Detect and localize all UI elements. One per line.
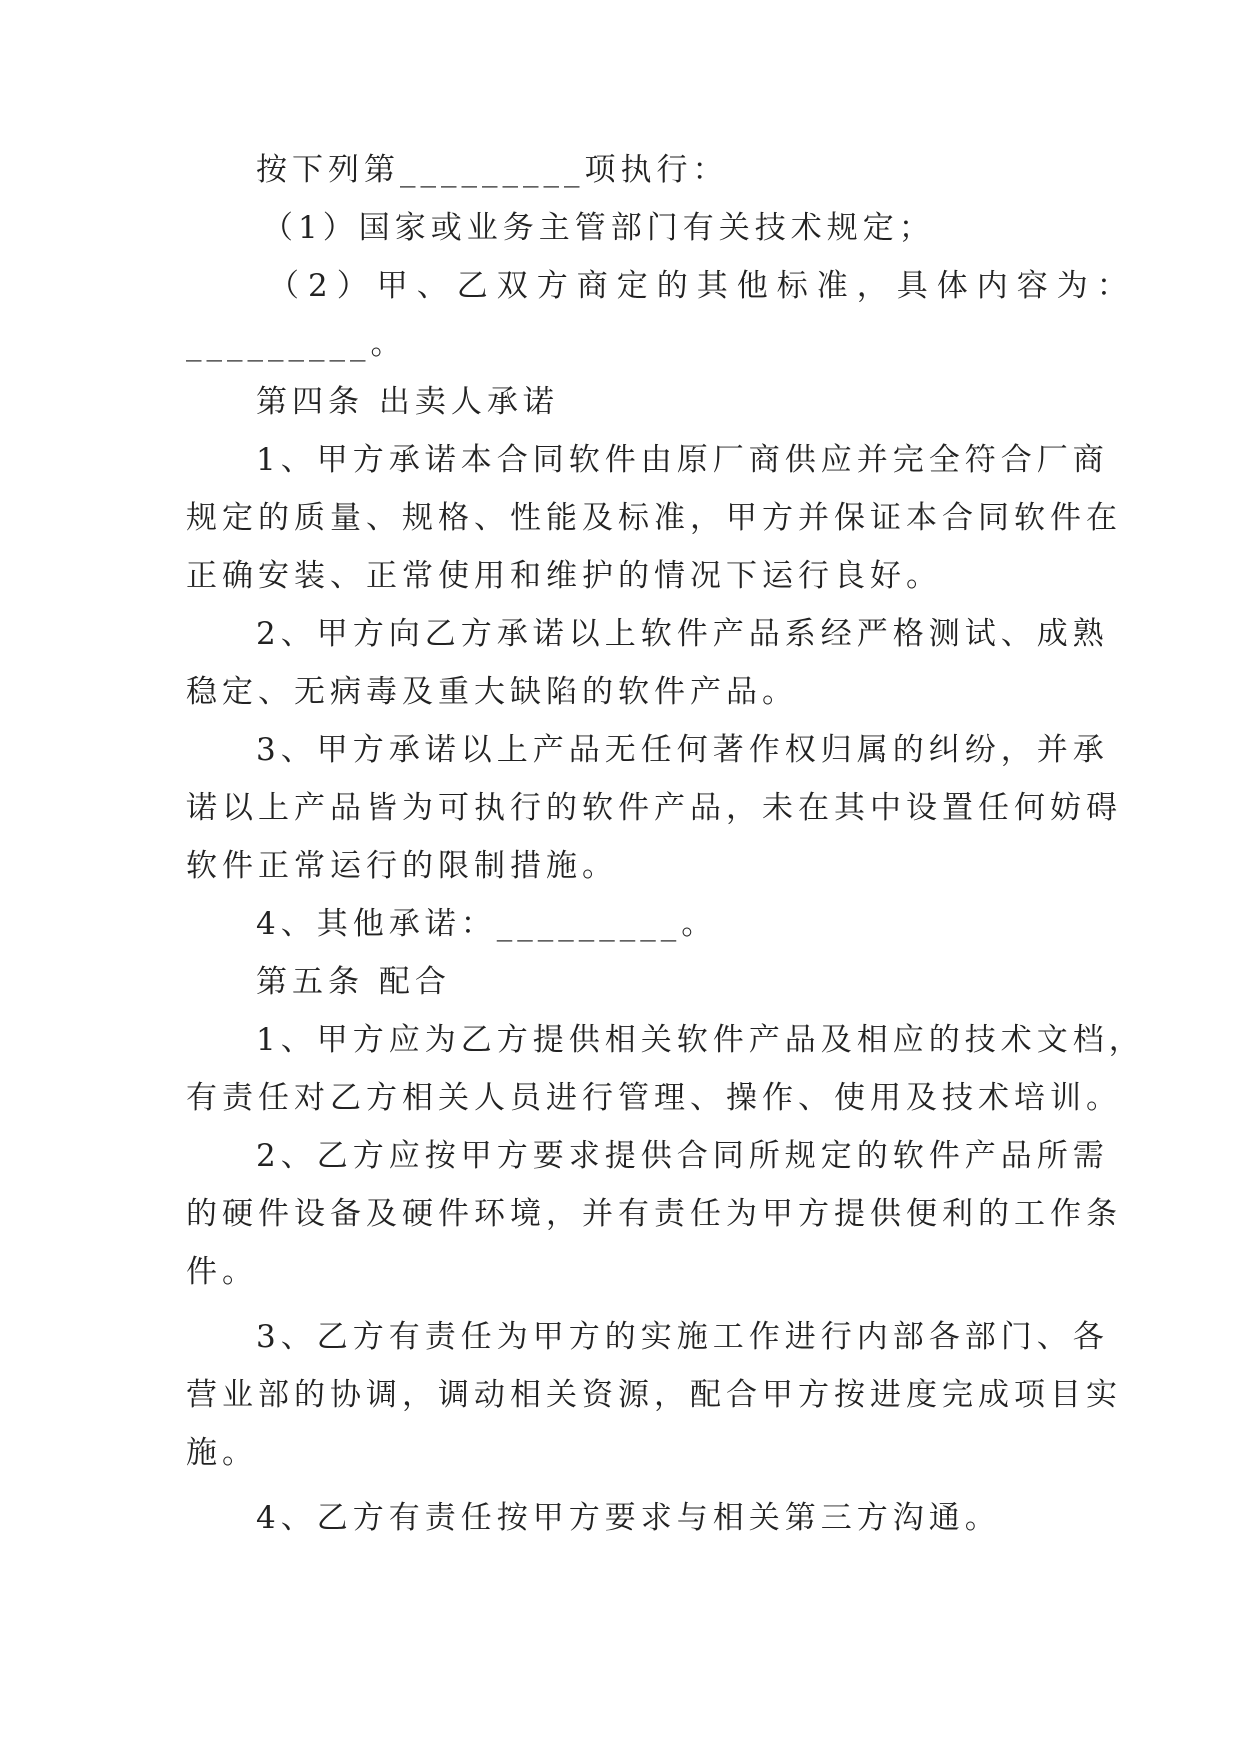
text-line: 规定的质量、规格、性能及标准，甲方并保证本合同软件在 bbox=[186, 500, 1122, 536]
text-line: 软件正常运行的限制措施。 bbox=[186, 848, 618, 884]
section-heading: 第四条 出卖人承诺 bbox=[256, 384, 559, 420]
text-line: 1、甲方承诺本合同软件由原厂商供应并完全符合厂商 bbox=[256, 442, 1109, 478]
text-line: 4、其他承诺：_________。 bbox=[256, 906, 718, 942]
text-line: 3、甲方承诺以上产品无任何著作权归属的纠纷，并承 bbox=[256, 732, 1109, 768]
text-line: 正确安装、正常使用和维护的情况下运行良好。 bbox=[186, 558, 942, 594]
text-line: 3、乙方有责任为甲方的实施工作进行内部各部门、各 bbox=[256, 1319, 1109, 1355]
text-line: 1、甲方应为乙方提供相关软件产品及相应的技术文档， bbox=[256, 1022, 1145, 1058]
text-line: 有责任对乙方相关人员进行管理、操作、使用及技术培训。 bbox=[186, 1080, 1122, 1116]
text-line: 诺以上产品皆为可执行的软件产品，未在其中设置任何妨碍 bbox=[186, 790, 1122, 826]
text-line: 营业部的协调，调动相关资源，配合甲方按进度完成项目实 bbox=[186, 1377, 1122, 1413]
text-line: 施。 bbox=[186, 1435, 258, 1471]
text-line: （2）甲、乙双方商定的其他标准，具体内容为： bbox=[268, 268, 1137, 304]
text-line: 按下列第_________项执行： bbox=[256, 152, 729, 188]
section-heading: 第五条 配合 bbox=[256, 964, 451, 1000]
text-line: 的硬件设备及硬件环境，并有责任为甲方提供便利的工作条 bbox=[186, 1196, 1122, 1232]
text-line: 2、乙方应按甲方要求提供合同所规定的软件产品所需 bbox=[256, 1138, 1109, 1174]
text-line: 2、甲方向乙方承诺以上软件产品系经严格测试、成熟 bbox=[256, 616, 1109, 652]
text-line: 稳定、无病毒及重大缺陷的软件产品。 bbox=[186, 674, 798, 710]
text-line: （1）国家或业务主管部门有关技术规定； bbox=[262, 210, 935, 246]
text-line: 4、乙方有责任按甲方要求与相关第三方沟通。 bbox=[256, 1500, 1001, 1536]
text-line: _________。 bbox=[186, 326, 407, 362]
text-line: 件。 bbox=[186, 1254, 258, 1290]
